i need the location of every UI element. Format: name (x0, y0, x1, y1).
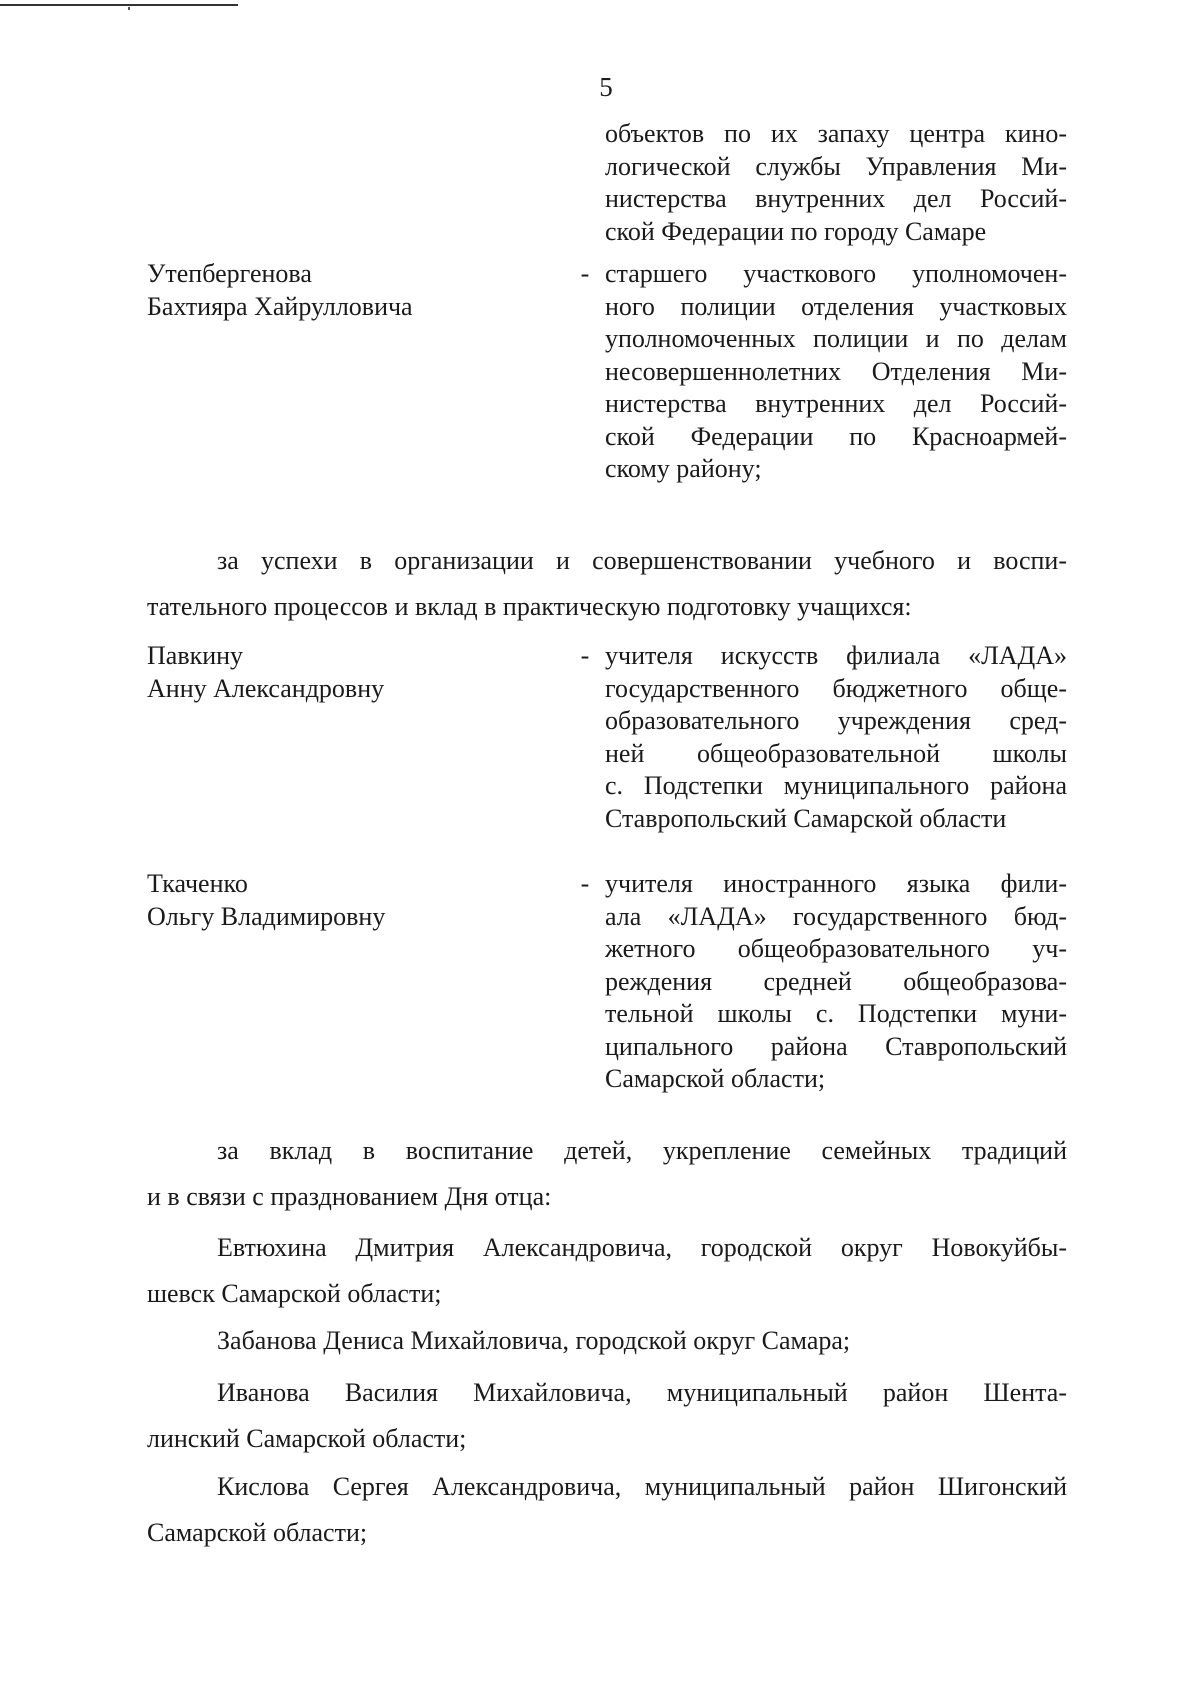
person-line: шевск Самарской области; (147, 1279, 442, 1308)
scan-speck (128, 7, 130, 10)
awardee-name (147, 640, 527, 705)
continuation-line: объектов по их запаху центра кино- (605, 119, 1067, 148)
awardee-position (605, 640, 1067, 835)
continuation-block (605, 118, 1067, 248)
position-line: ской Федерации по Красноармей- (605, 421, 1067, 451)
entry-dash: - (580, 641, 590, 670)
awardee-surname: Утепбергенова (147, 259, 312, 288)
awardee-position (605, 868, 1067, 1096)
paragraph-line: и в связи с празднованием Дня отца: (147, 1182, 552, 1211)
position-line: скому району; (605, 454, 762, 483)
position-line: тельной школы с. Подстепки муни- (605, 999, 1067, 1028)
position-line: старшего участкового уполномочен- (605, 259, 1067, 288)
position-line: ципального района Ставропольский (605, 1031, 1067, 1061)
awardee-given-names: Ольгу Владимировну (147, 901, 386, 931)
continuation-line: логической службы Управления Ми- (605, 151, 1067, 181)
section-paragraph (147, 538, 1067, 630)
section-paragraph (147, 1128, 1067, 1220)
person-item (147, 1225, 1067, 1317)
scan-edge-mark (0, 4, 238, 6)
awardee-position (605, 258, 1067, 486)
entry-dash: - (580, 869, 590, 898)
person-line: Забанова Дениса Михайловича, городской округ Самара; (217, 1326, 851, 1355)
position-line: с. Подстепки муниципального района (605, 771, 1067, 800)
awardee-surname: Павкину (147, 641, 244, 670)
position-line: государственного бюджетного обще- (605, 673, 1067, 703)
position-line: ного полиции отделения участковых (605, 291, 1067, 321)
awardee-name (147, 258, 527, 323)
continuation-line: ской Федерации по городу Самаре (605, 216, 987, 246)
person-line: Евтюхина Дмитрия Александровича, городской округ Новокуйбы- (217, 1233, 1067, 1262)
position-line: реждения средней общеобразова- (605, 966, 1067, 996)
person-line: Кислова Сергея Александровича, муниципальный район Шигонский (217, 1472, 1067, 1501)
position-line: Ставропольский Самарской области (605, 803, 1007, 833)
awardee-name (147, 868, 527, 933)
person-item (147, 1318, 1067, 1364)
position-line: образовательного учреждения сред- (605, 706, 1067, 735)
awardee-given-names: Бахтияра Хайрулловича (147, 291, 413, 321)
position-line: несовершеннолетних Отделения Ми- (605, 356, 1067, 386)
page-number: 5 (599, 72, 613, 102)
position-line: жетного общеобразовательного уч- (605, 934, 1067, 963)
person-line: Самарской области; (147, 1518, 368, 1547)
person-item (147, 1370, 1067, 1462)
paragraph-line: за вклад в воспитание детей, укрепление семейных традиций (217, 1136, 1067, 1165)
position-line: учителя иностранного языка фили- (605, 869, 1067, 898)
position-line: нистерства внутренних дел Россий- (605, 389, 1067, 418)
position-line: учителя искусств филиала «ЛАДА» (605, 641, 1067, 670)
person-item (147, 1464, 1067, 1556)
paragraph-line: тательного процессов и вклад в практическую подготовку учащихся: (147, 592, 912, 621)
position-line: ней общеобразовательной школы (605, 738, 1067, 768)
paragraph-line: за успехи в организации и совершенствовании учебного и воспи- (217, 546, 1067, 575)
position-line: Самарской области; (605, 1064, 826, 1093)
entry-dash: - (580, 259, 590, 288)
awardee-surname: Ткаченко (147, 869, 248, 898)
position-line: ала «ЛАДА» государственного бюд- (605, 901, 1067, 931)
continuation-line: нистерства внутренних дел Россий- (605, 184, 1067, 213)
person-line: Иванова Василия Михайловича, муниципальный район Шента- (217, 1378, 1067, 1407)
person-line: линский Самарской области; (147, 1424, 467, 1453)
position-line: уполномоченных полиции и по делам (605, 324, 1067, 353)
awardee-given-names: Анну Александровну (147, 673, 385, 703)
